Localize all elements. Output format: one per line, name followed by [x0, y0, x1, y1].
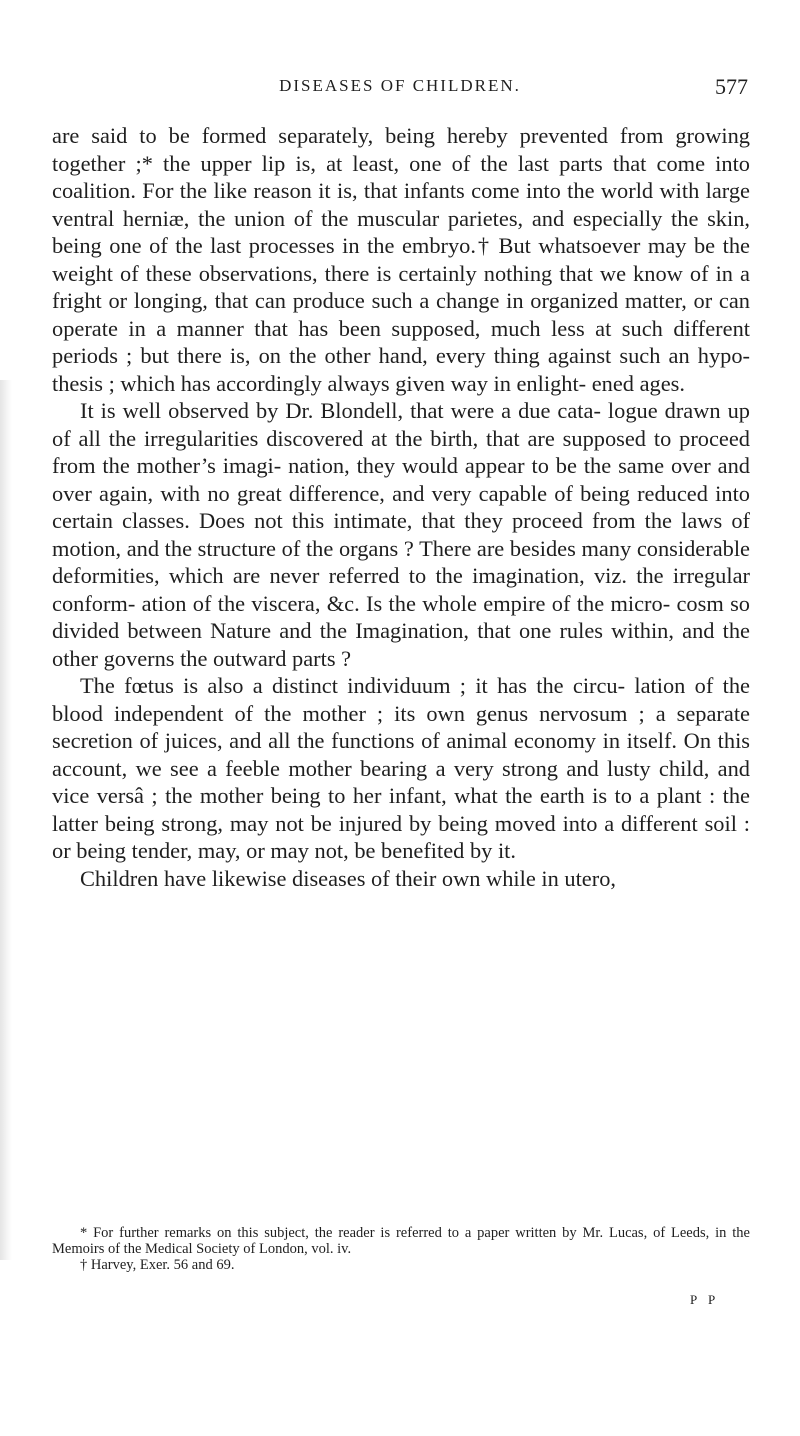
paragraph: Children have likewise diseases of their own while in utero, — [80, 865, 616, 891]
footnote: † Harvey, Exer. 56 and 69. — [80, 1257, 235, 1273]
running-head — [52, 76, 748, 104]
body-text — [52, 122, 750, 892]
paragraph: are said to be formed separately, being hereby prevented from growing together ;* the upper lip is, at least, one of the last parts that come into coalition. For the like reason it is, that infants come into the world with large ventral herniæ, the union of the muscular parietes, and especially the skin, being one of the last processes in the embryo.† But whatsoever may be the weight of these observations, there is certainly nothing that we know of in a fright or longing, that can produce such a change in organized matter, or can operate in a manner that has been supposed, much less at such different periods ; but there is, on the other hand, every thing against such an hypo- thesis ; which has accordingly always given way in enlight- ened ages. — [52, 123, 750, 396]
page-gutter-shadow — [0, 380, 12, 1260]
signature-mark: P P — [690, 1292, 720, 1307]
running-title: DISEASES OF CHILDREN. — [279, 76, 521, 95]
page-number: 577 — [715, 74, 748, 99]
paragraph: It is well observed by Dr. Blondell, that were a due cata- logue drawn up of all the irregularities discovered at the birth, that are supposed to proceed from the mother’s imagi- nation, they would appear to be the same over and over again, with no great difference, and very capable of being reduced into certain classes. Does not this intimate, that they proceed from the laws of motion, and the structure of the organs ? There are besides many considerable deformities, which are never referred to the imagination, viz. the irregular conform- ation of the viscera, &c. Is the whole empire of the micro- cosm so divided between Nature and the Imagination, that one rules within, and the other governs the outward parts ? — [52, 398, 750, 671]
paragraph: The fœtus is also a distinct individuum ; it has the circu- lation of the blood independent of the mother ; its own genus nervosum ; a separate secretion of juices, and all the functions of animal economy in itself. On this account, we see a feeble mother bearing a very strong and lusty child, and vice versâ ; the mother being to her infant, what the earth is to a plant : the latter being strong, may not be injured by being moved into a different soil : or being tender, may, or may not, be benefited by it. — [52, 673, 750, 863]
footnote: * For further remarks on this subject, the reader is referred to a paper written by Mr. Lucas, of Leeds, in the Memoirs of the Medical Society of London, vol. iv. — [52, 1225, 750, 1257]
footnotes — [52, 1225, 750, 1273]
